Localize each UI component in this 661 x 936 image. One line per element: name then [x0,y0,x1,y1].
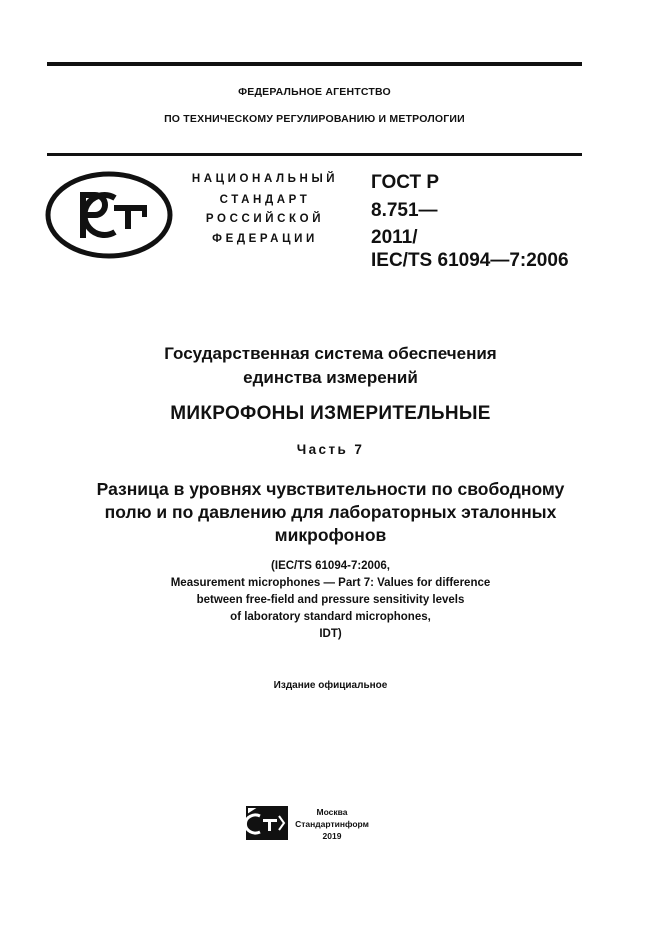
national-standard-line-1: НАЦИОНАЛЬНЫЙ [191,173,339,185]
gost-code-line-2: 8.751— [371,200,438,221]
edition-label: Издание официальное [273,680,388,691]
iec-reference-line-2: Measurement microphones — Part 7: Values for difference [170,577,491,589]
national-standard-line-3: РОССИЙСКОЙ [205,213,325,225]
system-title-line-1: Государственная система обеспечения [164,344,497,363]
subtitle-line-2: полю и по давлению для лабораторных эталонных [104,502,557,522]
part-label: Часть 7 [296,442,365,457]
iec-reference-line-1: (IEC/TS 61094-7:2006, [271,560,390,572]
subtitle-line-1: Разница в уровнях чувствительности по свободному [96,479,565,499]
standartinform-logo-icon [246,806,288,840]
publisher-name: Стандартинформ [295,819,369,829]
gost-code-line-3: 2011/ [371,227,418,248]
rst-certification-logo-icon [45,170,173,260]
national-standard-line-4: ФЕДЕРАЦИИ [212,233,318,245]
top-rule [47,62,582,66]
iec-reference-line-4: of laboratory standard microphones, [230,611,431,623]
iec-reference-line-5: IDT) [319,628,342,640]
middle-rule [47,153,582,156]
gost-code-line-1: ГОСТ Р [371,172,440,193]
iec-reference-line-3: between free-field and pressure sensitivity levels [196,594,465,606]
system-title-line-2: единства измерений [243,368,418,387]
subtitle-line-3: микрофонов [274,525,387,545]
publisher-year: 2019 [322,831,342,841]
publisher-city: Москва [316,807,348,817]
agency-line-1: ФЕДЕРАЛЬНОЕ АГЕНТСТВО [238,86,391,98]
agency-line-2: ПО ТЕХНИЧЕСКОМУ РЕГУЛИРОВАНИЮ И МЕТРОЛОГИИ [164,113,465,125]
national-standard-line-2: СТАНДАРТ [219,194,311,206]
gost-code-line-4: IEC/TS 61094—7:2006 [371,250,569,271]
main-title: МИКРОФОНЫ ИЗМЕРИТЕЛЬНЫЕ [170,403,491,424]
